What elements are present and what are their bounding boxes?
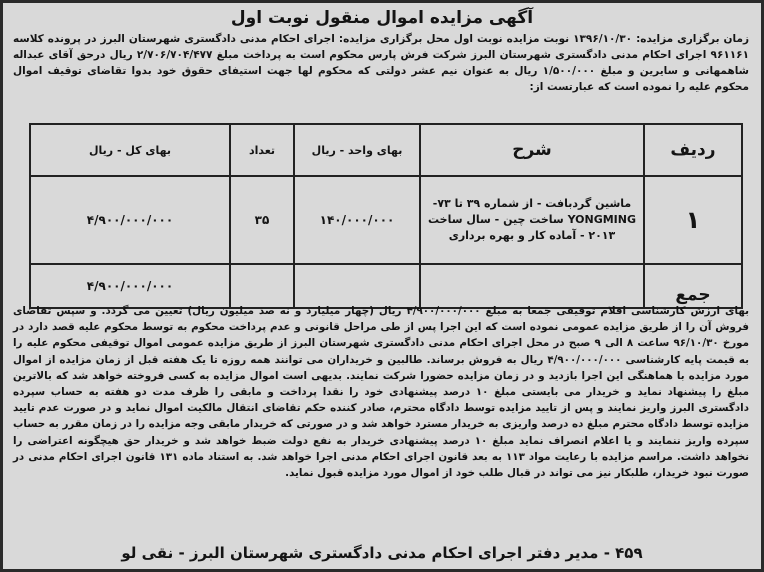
header-unit-price: بهای واحد - ریال (294, 124, 420, 176)
cell-total-price: ۴/۹۰۰/۰۰۰/۰۰۰ (30, 176, 230, 264)
sum-value: ۴/۹۰۰/۰۰۰/۰۰۰ (30, 264, 230, 308)
notice-title: آگهی مزایده اموال منقول نوبت اول (230, 8, 534, 28)
header-row-number: ردیف (644, 124, 742, 176)
cell-row-number: ۱ (644, 176, 742, 264)
table-header-row (30, 124, 742, 176)
sum-empty-unit-price (294, 264, 420, 308)
header-description: شرح (420, 124, 644, 176)
items-table (29, 123, 743, 309)
header-count: تعداد (230, 124, 294, 176)
table-total-row (30, 264, 742, 308)
sum-empty-count (230, 264, 294, 308)
cell-description: ماشین گردبافت - از شماره ۳۹ تا ۷۳- YONGMING ساخت چین - سال ساخت ۲۰۱۳ - آماده کار و بهره برداری (420, 176, 644, 264)
footer-signature: ۴۵۹ - مدیر دفتر اجرای احکام مدنی دادگستری شهرستان البرز - نقی لو (121, 544, 643, 562)
cell-count: ۳۵ (230, 176, 294, 264)
sum-label: جمع (644, 264, 742, 308)
intro-paragraph: زمان برگزاری مزایده: ۱۳۹۶/۱۰/۳۰ نوبت مزایده نوبت اول محل برگزاری مزایده: اجرای احکام مدنی دادگستری شهرستان البرز در پرونده کلاسه ۹۶۱۱۶۱ اجرای احکام مدنی دادگستری شهرستان البرز شرکت فرش پارس محکوم است به پرداخت مبلغ ۲/۷۰۶/۷۰۴/۴۷۷ ریال درحق آقای عبداله شاهمهانی و سایرین و مبلغ ۱/۵۰۰/۰۰۰ ریال به عنوان نیم عشر دولتی که محکوم لها جهت استیفای حقوق خود بدوا تقاضای توقیف اموال محکوم علیه را نموده است که عبارتست از: (13, 33, 749, 93)
header-total-price: بهای کل - ریال (30, 124, 230, 176)
body-paragraph: بهای ارزش کارشناسی اقلام توقیفی جمعا به مبلغ ۴/۹۰۰/۰۰۰/۰۰۰ ریال (چهار میلیارد و نه صد میلیون ریال) تعیین می گردد. و سپس تقاضای فروش آن را از طریق مزایده عمومی نموده است که این اجرا پس از طی مراحل قانونی و عدم پرداخت محکوم به توسط محکوم علیه قصد دارد در مورخ ۹۶/۱۰/۳۰ ساعت ۸ الی ۹ صبح در محل اجرای احکام مدنی دادگستری شهرستان البرز از طریق مزایده عمومی اموال توقیفی محکوم علیه را به قیمت پایه کارشناسی ۴/۹۰۰/۰۰۰/۰۰۰ ریال به فروش برساند. طالبین و خریداران می توانند همه روزه تا یک هفته قبل از زمان مزایده از اموال مورد مزایده با هماهنگی این اجرا بازدید و در زمان مزایده حضورا شرکت نمایند. بدیهی است اموال مزایده به کسی فروخته خواهد شد که بالاترین مبلغ را پیشنهاد نماید و خریدار می بایستی مبلغ ۱۰ درصد پیشنهادی خود را نقدا پرداخت و مابقی را ظرف مدت دو هفته به حساب سپرده دادگستری البرز واریز نمایند و پس از تایید مزایده توسط دادگاه محترم، صادر کننده حکم تقاضای انتقال مالکیت اموال نماید و در صورت عدم تایید مزایده توسط دادگاه محترم مبلغ ده درصد واریزی به خریدار مسترد خواهد شد و در صورتی که خریدار مابقی وجه مزایده را در زمان مقرر به حساب سپرده واریز ننمایند و یا اعلام انصراف نماید مبلغ ۱۰ درصد پیشنهادی خریدار به نفع دولت ضبط خواهد شد و خریدار حق هیچگونه اعتراضی را نخواهد داشت. مراسم مزایده با رعایت مواد ۱۱۳ به بعد قانون اجرای احکام مدنی اجرا خواهد شد. به استناد ماده ۱۳۱ قانون اجرای احکام مدنی در صورت نبود خریدار، طلبکار نیز می تواند در قبال طلب خود از اموال مورد مزایده قبول نماید. (13, 305, 750, 480)
sum-empty-description (420, 264, 644, 308)
cell-unit-price: ۱۴۰/۰۰۰/۰۰۰ (294, 176, 420, 264)
table-row (30, 176, 742, 264)
